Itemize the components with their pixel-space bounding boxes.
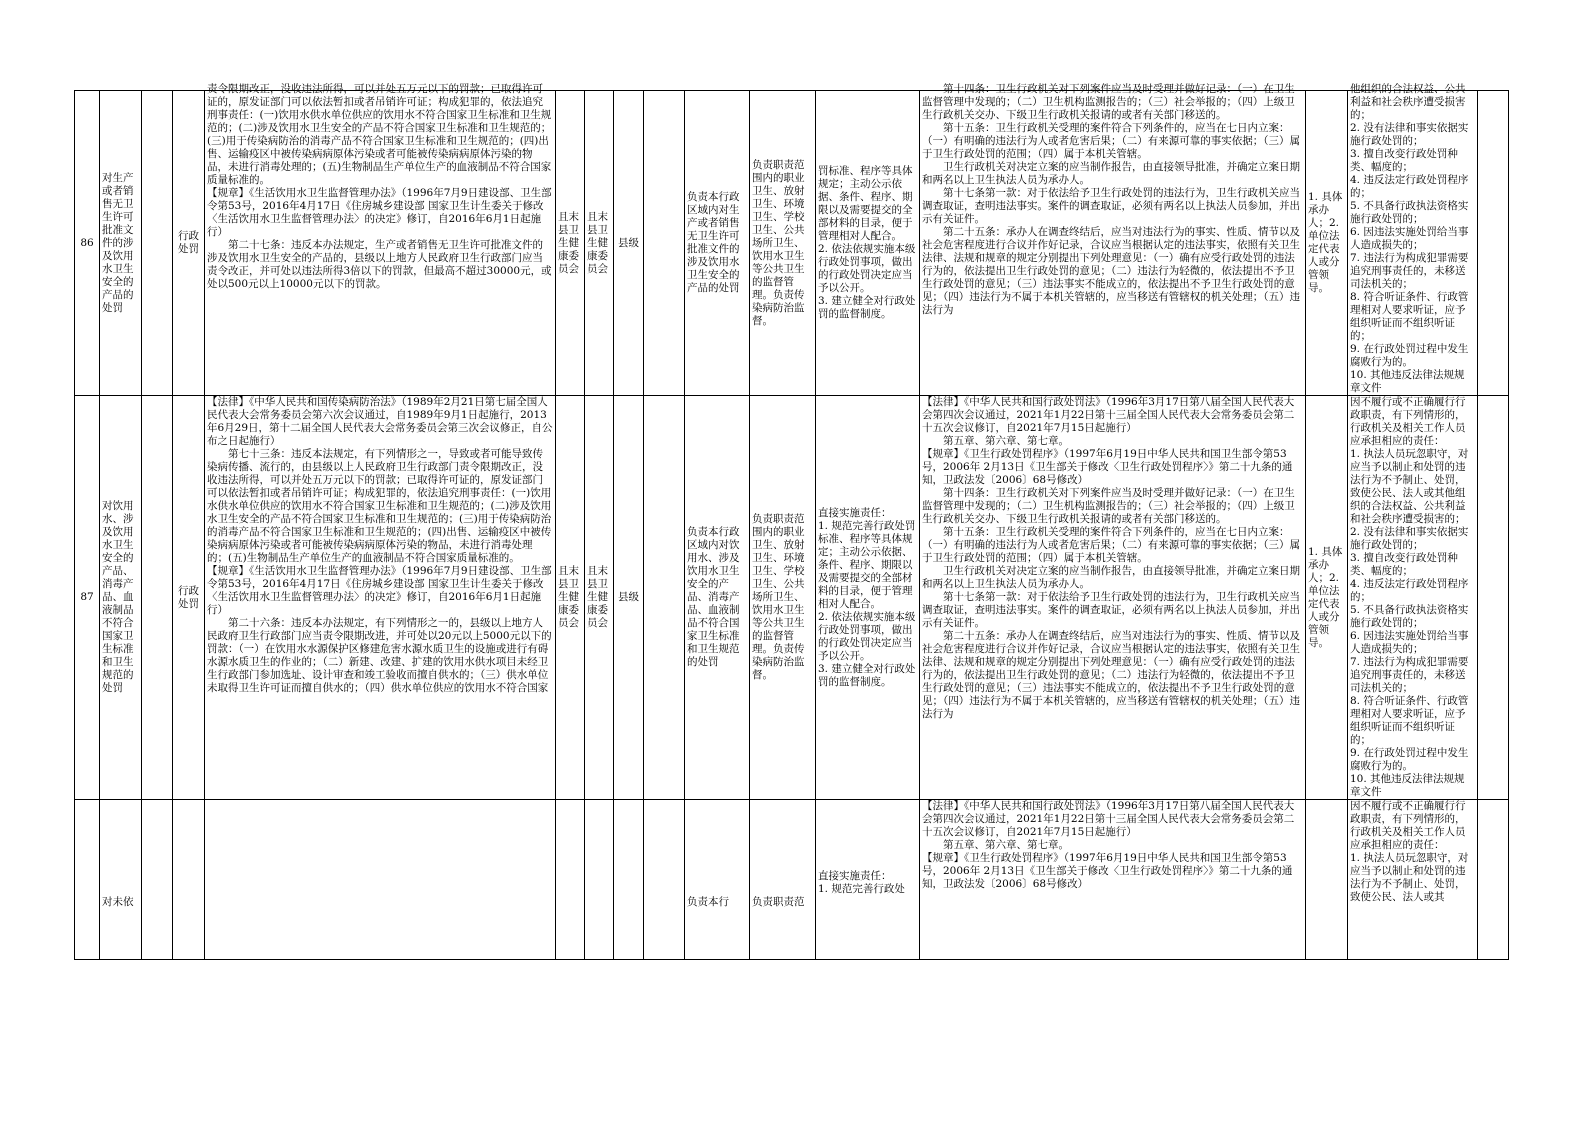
- empty-cell: [644, 91, 685, 396]
- accountability-cell: [1348, 396, 1478, 800]
- procedure-paragraph: 第二十五条：承办人在调查终结后，应当对违法行为的事实、性质、情节以及社会危害程度进行合议并作好记录，合议应当根据认定的违法事实，依照有关卫生法律、法规和规章的规定分别提出下列处理意见：（一）确有应受行政处罚的违法行为的，依法提出卫生行政处罚的意见；（二）违法行为轻微的，依法提出不予卫生行政处罚的意见；（三）违法事实不能成立的，依法提出不予卫生行政处罚的意见；（四）违法行为不属于本机关管辖的，应当移送有管辖权的机关处理；（五）违法行为: [922, 630, 1300, 720]
- accountability-line: 4. 违反法定行政处罚程序的；: [1350, 578, 1469, 603]
- accountability-line: 5. 不具备行政执法资格实施行政处罚的；: [1350, 604, 1469, 629]
- accountability-line: 10. 其他违反法律法规规章文件: [1350, 369, 1465, 394]
- empty-cell: [142, 396, 173, 800]
- implementation-line: 1. 规范完善行政处: [818, 883, 905, 895]
- admin-level: 县级: [614, 91, 644, 396]
- accountability-cell: [1348, 800, 1478, 960]
- basis-paragraph: 第二十七条：违反本办法规定，生产或者销售无卫生许可批准文件的涉及饮用水卫生安全的产品的，县级以上地方人民政府卫生行政部门应当责令改正，并可处以违法所得3倍以下的罚款，但最高不超过30000元，或处以500元以上10000元以下的罚款。: [207, 239, 552, 290]
- implementation-line: 1. 规范完善行政处罚标准、程序等具体规定；主动公示依据、条件、程序、期限以及需要提交的全部材料的目录，便于管理相对人配合。: [818, 519, 916, 610]
- accountability-line: 2. 没有法律和事实依据实施行政处罚的；: [1350, 526, 1469, 551]
- procedure-paragraph: 第十五条：卫生行政机关受理的案件符合下列条件的，应当在七日内立案：（一）有明确的违法行为人或者危害后果；（二）有来源可靠的事实依据；（三）属于卫生行政处罚的范围；（四）属于本机关管辖。: [922, 526, 1300, 564]
- basis-paragraph: 【法律】《中华人民共和国传染病防治法》（1989年2月21日第七届全国人民代表大会常务委员会第六次会议通过，自1989年9月1日起施行，2013年6月29日，第十二届全国人民代表大会常务委员会第三次会议修正，自公布之日起施行）: [207, 396, 553, 447]
- procedure-basis-cell: [920, 396, 1306, 800]
- admin-level: 县级: [614, 396, 644, 800]
- accountability-line: 因不履行或不正确履行行政职责，有下列情形的，行政机关及相关工作人员应承担相应的责任：: [1350, 396, 1466, 447]
- legal-basis-cell: [205, 83, 556, 396]
- basis-paragraph: 【规章】《生活饮用水卫生监督管理办法》（1996年7月9日建设部、卫生部令第53号，2016年4月17日《住房城乡建设部 国家卫生计生委关于修改〈生活饮用水卫生监督管理办法〉的决定》修订，自2016年6月1日起施行）: [207, 187, 552, 238]
- empty-cell: [585, 800, 614, 960]
- accountability-line: 7. 违法行为构成犯罪需要追究刑事责任的，未移送司法机关的；: [1350, 656, 1469, 694]
- procedure-paragraph: 第五章、第六章、第七章。: [922, 839, 1069, 851]
- basis-paragraph: 【规章】《生活饮用水卫生监督管理办法》（1996年7月9日建设部、卫生部令第53号，2016年4月17日《住房城乡建设部 国家卫生计生委关于修改〈生活饮用水卫生监督管理办法〉的决定》修订，自2016年6月1日起施行）: [207, 565, 552, 616]
- procedure-paragraph: 卫生行政机关对决定立案的应当制作报告，由直接领导批准，并确定立案日期和两名以上卫生执法人员为承办人。: [922, 565, 1300, 590]
- row-number: 87: [75, 396, 100, 800]
- procedure-paragraph: 卫生行政机关对决定立案的应当制作报告，由直接领导批准，并确定立案日期和两名以上卫生执法人员为承办人。: [922, 161, 1300, 186]
- empty-cell: [644, 800, 685, 960]
- item-name-text: 对未依: [102, 896, 134, 908]
- procedure-paragraph: 第十七条第一款：对于依法给予卫生行政处罚的违法行为，卫生行政机关应当调查取证，查明违法事实。案件的调查取证，必须有两名以上执法人员参加，并出示有关证件。: [922, 187, 1300, 225]
- basis-paragraph: 第七十三条：违反本法规定，有下列情形之一，导致或者可能导致传染病传播、流行的，由县级以上人民政府卫生行政部门责令限期改正，没收违法所得，可以并处五万元以下的罚款；已取得许可证的，原发证部门可以依法暂扣或者吊销许可证；构成犯罪的，依法追究刑事责任：(一)饮用水供水单位供应的饮用水不符合国家卫生标准和卫生规范的；(二)涉及饮用水卫生安全的产品不符合国家卫生标准和卫生规范的；(三)用于传染病防治的消毒产品不符合国家卫生标准和卫生规范的；(四)出售、运输疫区中被传染病病原体污染或者可能被传染病病原体污染的物品，未进行消毒处理的；(五)生物制品生产单位生产的血液制品不符合国家质量标准的。: [207, 448, 552, 564]
- accountability-line: 2. 没有法律和事实依据实施行政处罚的；: [1350, 122, 1469, 147]
- procedure-paragraph: 第十五条：卫生行政机关受理的案件符合下列条件的，应当在七日内立案：（一）有明确的违法行为人或者危害后果；（二）有来源可靠的事实依据；（三）属于卫生行政处罚的范围；（四）属于本机关管辖。: [922, 122, 1300, 160]
- table-row: [75, 396, 1509, 800]
- implementation-line: 2. 依法依规实施本级行政处罚事项，做出的行政处罚决定应当予以公开。: [818, 610, 916, 662]
- empty-cell: [173, 800, 205, 960]
- accountability-line: 他组织的合法权益、公共利益和社会秩序遭受损害的；: [1350, 83, 1466, 121]
- implementing-dept: 且末县卫生健康委员会: [556, 396, 585, 800]
- basis-paragraph: 第二十六条：违反本办法规定，有下列情形之一的，县级以上地方人民政府卫生行政部门应当责令限期改进，并可处以20元以上5000元以下的罚款：（一）在饮用水水源保护区修建危害水源水质卫生的设施或进行有碍水源水质卫生的作业的；（二）新建、改建、扩建的饮用水供水项目未经卫生行政部门参加选址、设计审查和竣工验收而擅自供水的；（三）供水单位未取得卫生许可证而擅自供水的；（四）供水单位供应的饮用水不符合国家: [207, 617, 552, 694]
- implementation-line: 直接实施责任：: [818, 870, 892, 882]
- scope-cell: 负责本行政区域内对生产或者销售无卫生许可批准文件的涉及饮用水卫生安全的产品的处罚: [685, 91, 750, 396]
- item-name: [100, 800, 142, 960]
- implementation-line: 直接实施责任：: [818, 506, 892, 519]
- accountability-line: 9. 在行政处罚过程中发生腐败行为的。: [1350, 747, 1469, 772]
- accountability-line: 6. 因违法实施处罚给当事人造成损失的；: [1350, 226, 1469, 251]
- responsible-dept: 且末县卫生健康委员会: [585, 396, 614, 800]
- basis-paragraph: 责令限期改正，没收违法所得，可以并处五万元以下的罚款；已取得许可证的，原发证部门可以依法暂扣或者吊销许可证；构成犯罪的，依法追究刑事责任：(一)饮用水供水单位供应的饮用水不符合国家卫生标准和卫生规范的；(二)涉及饮用水卫生安全的产品不符合国家卫生标准和卫生规范的；(三)用于传染病防治的消毒产品不符合国家卫生标准和卫生规范的；(四)出售、运输疫区中被传染病病原体污染或者可能被传染病病原体污染的物品，未进行消毒处理的；(五)生物制品生产单位生产的血液制品不符合国家质量标准的。: [207, 83, 552, 186]
- duty-cell: [750, 800, 816, 960]
- accountability-line: 10. 其他违反法律法规规章文件: [1350, 773, 1465, 798]
- empty-cell: [205, 800, 556, 960]
- procedure-paragraph: 第十四条：卫生行政机关对下列案件应当及时受理并做好记录：（一）在卫生监督管理中发现的；（二）卫生机构监测报告的；（三）社会举报的；（四）上级卫生行政机关交办、下级卫生行政机关报请的或者有关部门移送的。: [922, 487, 1295, 525]
- implementation-line: 2. 依法依规实施本级行政处罚事项，做出的行政处罚决定应当予以公开。: [818, 243, 916, 294]
- accountability-line: 7. 违法行为构成犯罪需要追究刑事责任的，未移送司法机关的；: [1350, 252, 1469, 290]
- duty-text: 负责职责范: [752, 896, 805, 908]
- duty-cell: 负责职责范围内的职业卫生、放射卫生、环境卫生、学校卫生、公共场所卫生、饮用水卫生等公共卫生的监督管理。负责传染病防治监督。: [750, 396, 816, 800]
- procedure-paragraph: 【法律】《中华人民共和国行政处罚法》（1996年3月17日第八届全国人民代表大会第四次会议通过，2021年1月22日第十三届全国人民代表大会常务委员会第二十五次会议修订，自2021年7月15日起施行）: [922, 396, 1295, 434]
- accountability-line: 6. 因违法实施处罚给当事人造成损失的；: [1350, 630, 1469, 655]
- accountability-line: 8. 符合听证条件、行政管理相对人要求听证，应予组织听证而不组织听证的；: [1350, 291, 1469, 342]
- responsibility-table: [74, 83, 1509, 960]
- empty-cell: [142, 800, 173, 960]
- accountability-line: 因不履行或不正确履行行政职责，有下列情形的，行政机关及相关工作人员应承担相应的责任：: [1350, 800, 1466, 851]
- duty-cell: 负责职责范围内的职业卫生、放射卫生、环境卫生、学校卫生、公共场所卫生、饮用水卫生等公共卫生的监督管理。负责传染病防治监督。: [750, 91, 816, 396]
- procedure-paragraph: 第十七条第一款：对于依法给予卫生行政处罚的违法行为，卫生行政机关应当调查取证，查明违法事实。案件的调查取证，必须有两名以上执法人员参加，并出示有关证件。: [922, 591, 1300, 629]
- empty-cell: [644, 396, 685, 800]
- responsible-subject: 1. 具体承办人；2. 单位法定代表人或分管领导。: [1306, 396, 1348, 800]
- implementation-cell: [816, 800, 920, 960]
- implementation-line: 罚标准、程序等具体规定；主动公示依据、条件、程序、期限以及需要提交的全部材料的目录，便于管理相对人配合。: [818, 165, 913, 242]
- accountability-line: 1. 执法人员玩忽职守，对应当予以制止和处罚的违法行为不予制止、处罚，致使公民、法人或其他组织的合法权益、公共利益和社会秩序遭受损害的；: [1350, 448, 1469, 525]
- table-row: [75, 800, 1509, 960]
- empty-cell: [1306, 800, 1348, 960]
- implementation-cell: [816, 396, 920, 800]
- empty-cell: [1478, 396, 1509, 800]
- empty-cell: [142, 91, 173, 396]
- accountability-line: 4. 违反法定行政处罚程序的；: [1350, 174, 1469, 199]
- accountability-line: 5. 不具备行政执法资格实施行政处罚的；: [1350, 200, 1469, 225]
- responsible-subject: 1. 具体承办人；2. 单位法定代表人或分管领导。: [1306, 91, 1348, 396]
- implementation-line: 3. 建立健全对行政处罚的监督制度。: [818, 295, 916, 320]
- accountability-line: 9. 在行政处罚过程中发生腐败行为的。: [1350, 343, 1469, 368]
- item-name: 对饮用水、涉及饮用水卫生安全的产品、消毒产品、血液制品不符合国家卫生标准和卫生规范的处罚: [100, 396, 142, 800]
- accountability-line: 1. 执法人员玩忽职守，对应当予以制止和处罚的违法行为不予制止、处罚，致使公民、法人或其: [1350, 852, 1469, 903]
- responsible-dept: 且末县卫生健康委员会: [585, 91, 614, 396]
- procedure-paragraph: 第二十五条：承办人在调查终结后，应当对违法行为的事实、性质、情节以及社会危害程度进行合议并作好记录，合议应当根据认定的违法事实，依照有关卫生法律、法规和规章的规定分别提出下列处理意见：（一）确有应受行政处罚的违法行为的，依法提出卫生行政处罚的意见；（二）违法行为轻微的，依法提出不予卫生行政处罚的意见；（三）违法事实不能成立的，依法提出不予卫生行政处罚的意见；（四）违法行为不属于本机关管辖的，应当移送有管辖权的机关处理；（五）违法行为: [922, 226, 1300, 316]
- scope-cell: 负责本行政区域内对饮用水、涉及饮用水卫生安全的产品、消毒产品、血液制品不符合国家卫生标准和卫生规范的处罚: [685, 396, 750, 800]
- procedure-paragraph: 第十四条：卫生行政机关对下列案件应当及时受理并做好记录：（一）在卫生监督管理中发现的；（二）卫生机构监测报告的；（三）社会举报的；（四）上级卫生行政机关交办、下级卫生行政机关报请的或者有关部门移送的。: [922, 83, 1295, 121]
- implementation-cell: [816, 91, 920, 396]
- implementation-line: 3. 建立健全对行政处罚的监督制度。: [818, 662, 916, 688]
- procedure-paragraph: 【规章】《卫生行政处罚程序》（1997年6月19日中华人民共和国卫生部令第53号，2006年 2月13日《卫生部关于修改〈卫生行政处罚程序〉》第二十九条的通知，卫政法发〔2006〕68号修改）: [922, 448, 1293, 486]
- legal-basis-cell: [205, 396, 556, 800]
- accountability-line: 8. 符合听证条件、行政管理相对人要求听证，应予组织听证而不组织听证的；: [1350, 695, 1469, 746]
- empty-cell: [75, 800, 100, 960]
- scope-text: 负责本行: [687, 896, 729, 908]
- empty-cell: [1478, 800, 1509, 960]
- accountability-line: 3. 擅自改变行政处罚种类、幅度的；: [1350, 148, 1458, 173]
- accountability-line: 3. 擅自改变行政处罚种类、幅度的；: [1350, 552, 1458, 577]
- row-number: 86: [75, 91, 100, 396]
- item-category: 行政处罚: [173, 396, 205, 800]
- empty-cell: [614, 800, 644, 960]
- empty-cell: [556, 800, 585, 960]
- item-name: 对生产或者销售无卫生许可批准文件的涉及饮用水卫生安全的产品的处罚: [100, 91, 142, 396]
- empty-cell: [1478, 91, 1509, 396]
- table-row: [75, 91, 1509, 396]
- responsibility-table-sheet: [74, 83, 1508, 908]
- procedure-basis-cell: [920, 800, 1306, 960]
- accountability-cell: [1348, 83, 1478, 396]
- procedure-paragraph: 第五章、第六章、第七章。: [922, 435, 1069, 447]
- procedure-paragraph: 【规章】《卫生行政处罚程序》（1997年6月19日中华人民共和国卫生部令第53号，2006年 2月13日《卫生部关于修改〈卫生行政处罚程序〉》第二十九条的通知，卫政法发〔2006〕68号修改）: [922, 852, 1293, 890]
- procedure-paragraph: 【法律】《中华人民共和国行政处罚法》（1996年3月17日第八届全国人民代表大会第四次会议通过，2021年1月22日第十三届全国人民代表大会常务委员会第二十五次会议修订，自2021年7月15日起施行）: [922, 800, 1295, 838]
- procedure-basis-cell: [920, 83, 1306, 396]
- scope-cell: [685, 800, 750, 960]
- item-category: 行政处罚: [173, 91, 205, 396]
- implementing-dept: 且末县卫生健康委员会: [556, 91, 585, 396]
